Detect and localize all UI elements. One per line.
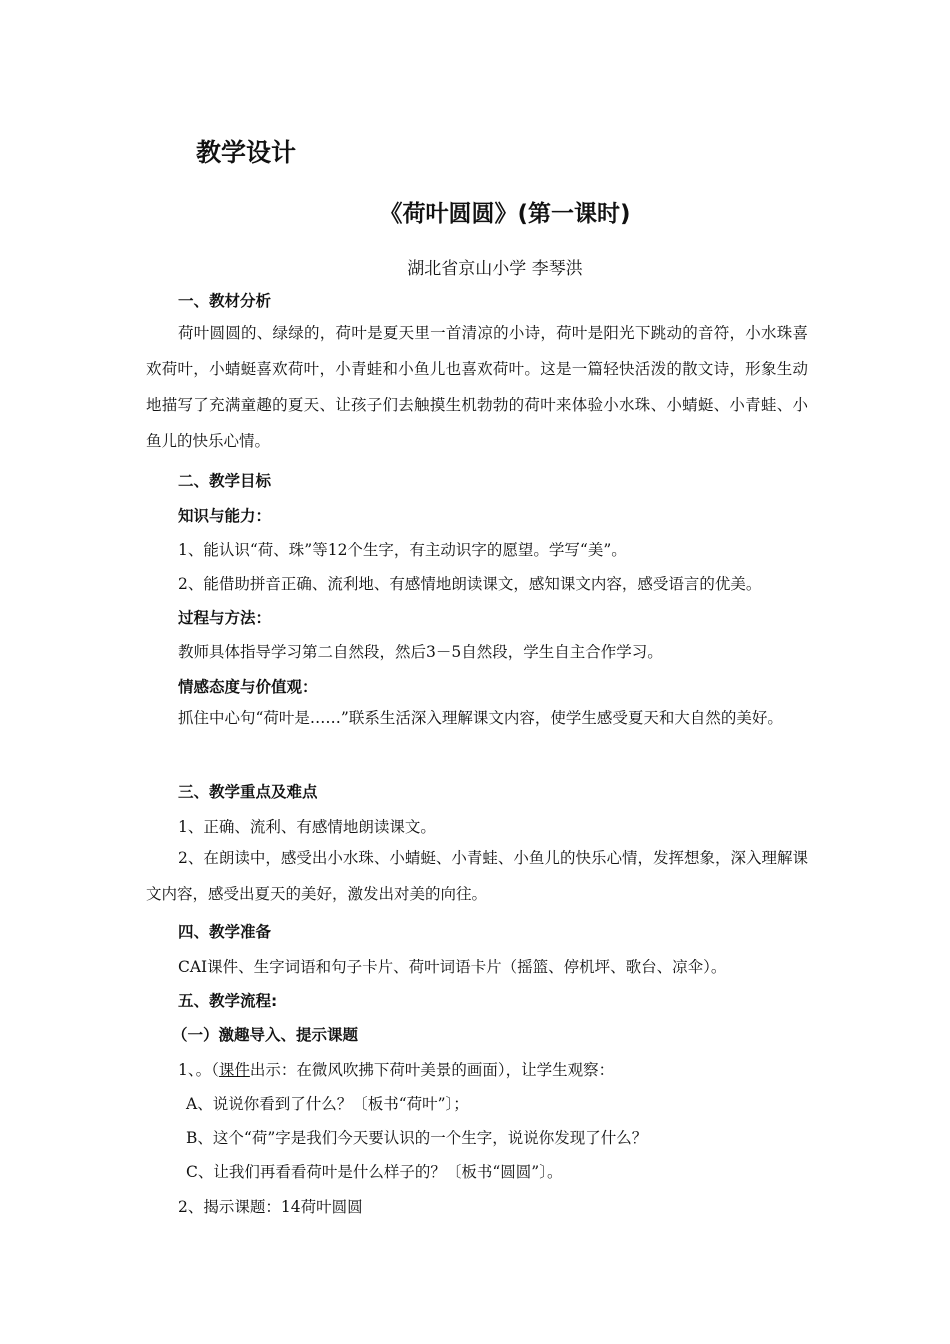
keypoint-item-2: 2、在朗读中，感受出小水珠、小蜻蜓、小青蛙、小鱼儿的快乐心情，发挥想象，深入理解课文内容，感受出夏天的美好，激发出对美的向往。: [146, 849, 808, 903]
flow-step-1-rest: 出示：在微风吹拂下荷叶美景的画面），让学生观察：: [249, 1061, 615, 1079]
lesson-title: 《荷叶圆圆》(第一课时): [379, 201, 631, 227]
flow-substep-b: B、这个“荷”字是我们今天要认识的一个生字，说说你发现了什么？: [186, 1129, 648, 1147]
flow-substep-c: C、让我们再看看荷叶是什么样子的？〔板书“圆圆”〕。: [186, 1163, 563, 1181]
section-heading-preparation: 四、教学准备: [178, 923, 272, 941]
preparation-item: CAI课件、生字词语和句子卡片、荷叶词语卡片（摇篮、停机坪、歌台、凉伞）。: [178, 958, 727, 976]
objective-item-1: 1、能认识“荷、珠”等12个生字，有主动识字的愿望。学写“美”。: [178, 541, 627, 559]
section-heading-analysis: 一、教材分析: [178, 292, 272, 310]
author-line: 湖北省京山小学 李琴洪: [407, 259, 583, 279]
subheading-process: 过程与方法：: [178, 609, 272, 627]
attitude-paragraph: 抓住中心句“荷叶是……”联系生活深入理解课文内容，使学生感受夏天和大自然的美好。: [178, 709, 783, 727]
flow-step-2: 2、揭示课题：14荷叶圆圆: [178, 1198, 363, 1216]
subheading-attitude: 情感态度与价值观：: [178, 678, 318, 696]
subheading-intro: （一）激趣导入、提示课题: [172, 1026, 359, 1044]
flow-step-1: [178, 1058, 614, 1080]
process-item: 教师具体指导学习第二自然段，然后3－5自然段，学生自主合作学习。: [178, 643, 663, 661]
document-title: 教学设计: [196, 138, 297, 167]
objective-item-2: 2、能借助拼音正确、流利地、有感情地朗读课文，感知课文内容，感受语言的优美。: [178, 575, 762, 593]
courseware-link[interactable]: 课件: [218, 1061, 250, 1079]
subheading-knowledge: 知识与能力：: [178, 507, 272, 525]
keypoint-item-1: 1、正确、流利、有感情地朗读课文。: [178, 818, 436, 836]
flow-substep-a: A、说说你看到了什么？〔板书“荷叶”〕；: [186, 1095, 469, 1113]
analysis-paragraph: 荷叶圆圆的、绿绿的，荷叶是夏天里一首清凉的小诗，荷叶是阳光下跳动的音符，小水珠喜欢荷叶，小蜻蜓喜欢荷叶，小青蛙和小鱼儿也喜欢荷叶。这是一篇轻快活泼的散文诗，形象生动地描写了充满童趣的夏天、让孩子们去触摸生机勃勃的荷叶来体验小水珠、小蜻蜓、小青蛙、小鱼儿的快乐心情。: [146, 324, 808, 450]
section-heading-objectives: 二、教学目标: [178, 472, 272, 490]
flow-step-1-prefix: 1、。（: [178, 1061, 219, 1079]
section-heading-flow: 五、教学流程:: [178, 992, 278, 1010]
section-heading-keypoints: 三、教学重点及难点: [178, 783, 318, 801]
